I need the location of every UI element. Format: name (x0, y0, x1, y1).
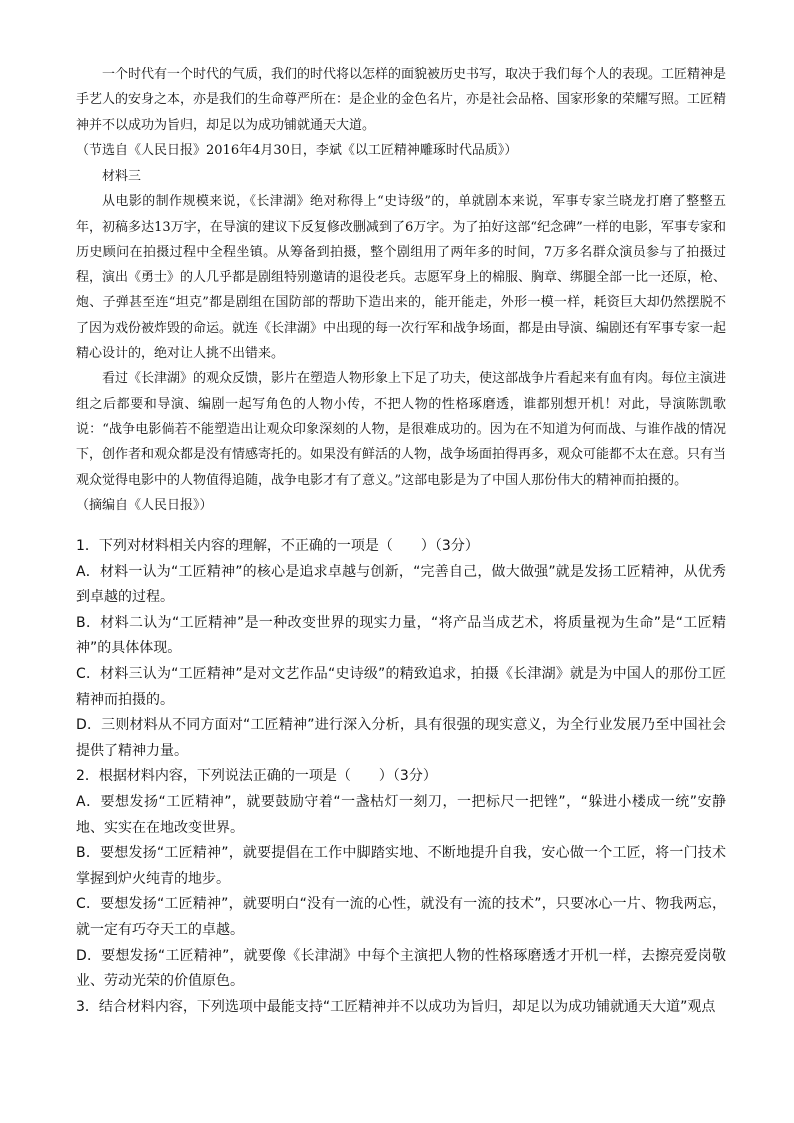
material3-paragraph-2: 看过《长津湖》的观众反馈，影片在塑造人物形象上下足了功夫，使这部战争片看起来有血有肉。每位主演进组之后都要和导演、编剧一起写角色的人物小传，不把人物的性格琢磨透，谁都别想开机！对此，导演陈凯歌说：“战争电影倘若不能塑造出让观众印象深刻的人物，是很难成功的。因为在不知道为何而战、与谁作战的情况下，创作者和观众都是没有情感寄托的。如果没有鲜活的人物，战争场面拍得再多，观众可能都不太在意。只有当观众觉得电影中的人物值得追随，战争电影才有了意义。”这部电影是为了中国人那份伟大的精神而拍摄的。 (76, 371, 727, 488)
question-3-stem: 3．结合材料内容，下列选项中最能支持“工匠精神并不以成功为旨归，却足以为成功铺就通天大道”观点 (76, 998, 716, 1015)
question-2-option-b: B．要想发扬“工匠精神”，就要提倡在工作中脚踏实地、不断地提升自我，安心做一个工匠，将一门技术掌握到炉火纯青的地步。 (76, 845, 726, 887)
question-1-stem: 1．下列对材料相关内容的理解，不正确的一项是（ ）（3分） (76, 538, 479, 554)
material3-source: （摘编自《人民日报》） (76, 497, 213, 513)
material3-paragraph-1: 从电影的制作规模来说，《长津湖》绝对称得上“史诗级”的，单就剧本来说，军事专家兰晓龙打磨了整整五年，初稿多达13万字，在导演的建议下反复修改删减到了6万字。为了拍好这部“纪念碑”一样的电影，军事专家和历史顾问在拍摄过程中全程坐镇。从筹备到拍摄，整个剧组用了两年多的时间，7万多名群众演员参与了拍摄过程，演出《勇士》的人几乎都是剧组特别邀请的退役老兵。志愿军身上的棉服、胸章、绑腿全部一比一还原，枪、炮、子弹甚至连“坦克”都是剧组在国防部的帮助下造出来的，能开能走，外形一模一样，耗资巨大却仍然摆脱不了因为戏份被炸毁的命运。就连《长津湖》中出现的每一次行军和战争场面，都是由导演、编剧还有军事专家一起精心设计的，绝对让人挑不出错来。 (76, 194, 727, 362)
intro-source: （节选自《人民日报》2016年4月30日，李斌《以工匠精神雕琢时代品质》） (76, 142, 518, 158)
question-2-option-d: D．要想发扬“工匠精神”，就要像《长津湖》中每个主演把人物的性格琢磨透才开机一样，去擦亮爱岗敬业、劳动光荣的价值原色。 (76, 947, 726, 990)
question-2-option-a: A．要想发扬“工匠精神”，就要鼓励守着“一盏枯灯一刻刀，一把标尺一把锉”，“躲进小楼成一统”安静地、实实在在地改变世界。 (76, 793, 726, 836)
question-2-stem: 2．根据材料内容，下列说法正确的一项是（ ）（3分） (76, 768, 437, 785)
material-three (76, 164, 726, 518)
question-1-option-d: D．三则材料从不同方面对“工匠精神”进行深入分析，具有很强的现实意义，为全行业发展乃至中国社会提供了精神力量。 (76, 717, 726, 759)
question-block (76, 534, 726, 1020)
intro-paragraph: 一个时代有一个时代的气质，我们的时代将以怎样的面貌被历史书写，取决于我们每个人的表现。工匠精神是手艺人的安身之本，亦是我们的生命尊严所在：是企业的金色名片，亦是社会品格、国家形象的荣耀写照。工匠精神并不以成功为旨归，却足以为成功铺就通天大道。 (76, 67, 727, 133)
question-1-option-b: B．材料二认为“工匠精神”是一种改变世界的现实力量，“将产品当成艺术，将质量视为生命”是“工匠精神”的具体体现。 (76, 614, 726, 657)
passage-intro (76, 62, 726, 163)
material3-heading: 材料三 (102, 169, 142, 184)
question-1-option-c: C．材料三认为“工匠精神”是对文艺作品“史诗级”的精致追求，拍摄《长津湖》就是为中国人的那份工匠精神而拍摄的。 (76, 665, 726, 708)
question-2-option-c: C．要想发扬“工匠精神”，就要明白“没有一流的心性，就没有一流的技术”，只要冰心一片、物我两忘，就一定有巧夺天工的卓越。 (76, 896, 726, 938)
question-1-option-a: A．材料一认为“工匠精神”的核心是追求卓越与创新，“完善自己，做大做强”就是发扬工匠精神，从优秀到卓越的过程。 (76, 563, 726, 606)
